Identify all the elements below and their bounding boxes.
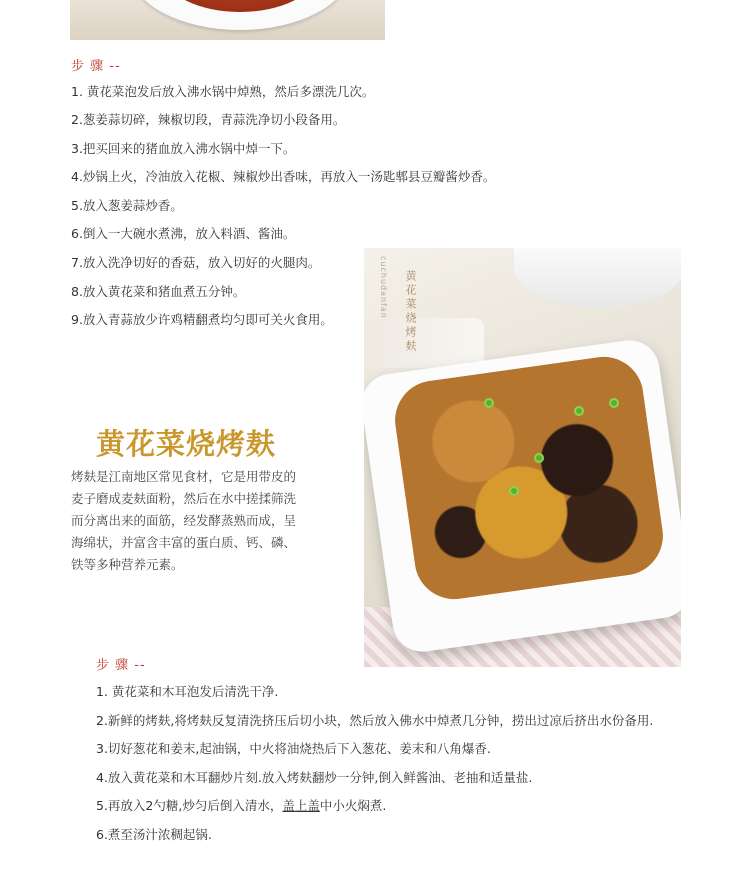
photo-watermark-title: 黄花菜烧烤麸 <box>404 270 417 354</box>
step-1-9: 9.放入青蒜放少许鸡精翻煮均匀即可关火食用。 <box>71 312 333 327</box>
photo-watermark-site: cuchudanfan <box>379 256 388 319</box>
step-2-4: 4.放入黄花菜和木耳翻炒片刻.放入烤麸翻炒一分钟,倒入鲜酱油、老抽和适量盐. <box>96 770 533 785</box>
step-1-1: 1. 黄花菜泡发后放入沸水锅中焯熟，然后多漂洗几次。 <box>71 84 375 99</box>
step-2-5-tail: 中小火焖煮. <box>319 798 387 813</box>
description-line: 麦子磨成麦麸面粉，然后在水中搓揉筛洗 <box>71 491 297 506</box>
recipe-description <box>71 466 321 576</box>
braised-wheat-gluten <box>390 352 668 605</box>
top-bowl-photo <box>70 0 385 40</box>
scallion-garnish <box>574 406 584 416</box>
scallion-garnish <box>534 453 544 463</box>
description-line: 海绵状，并富含丰富的蛋白质、钙、磷、 <box>71 535 297 550</box>
steps-heading-1: 步 骤 -- <box>71 59 121 74</box>
step-1-2: 2.葱姜蒜切碎，辣椒切段，青蒜洗净切小段备用。 <box>71 112 346 127</box>
step-1-5: 5.放入葱姜蒜炒香。 <box>71 198 183 213</box>
step-2-5-underlined: 盖上盖 <box>282 798 320 813</box>
steps-heading-2: 步 骤 -- <box>96 658 146 673</box>
step-2-2: 2.新鲜的烤麸,将烤麸反复清洗挤压后切小块，然后放入佛水中焯煮几分钟，捞出过凉后挤出水份备用. <box>96 713 654 728</box>
step-2-5-text: 5.再放入2勺糖,炒匀后倒入清水， <box>96 798 283 813</box>
description-line: 铁等多种营养元素。 <box>71 557 184 572</box>
scallion-garnish <box>509 486 519 496</box>
step-2-6: 6.煮至汤汁浓稠起锅. <box>96 827 212 842</box>
step-1-6: 6.倒入一大碗水煮沸，放入料酒、酱油。 <box>71 226 296 241</box>
description-line: 烤麸是江南地区常见食材，它是用带皮的 <box>71 469 297 484</box>
step-2-3: 3.切好葱花和姜末,起油锅，中火将油烧热后下入葱花、姜末和八角爆香. <box>96 741 491 756</box>
step-2-5 <box>96 798 386 814</box>
background-dish <box>364 318 484 368</box>
step-2-1: 1. 黄花菜和木耳泡发后清洗干净. <box>96 684 279 699</box>
scallion-garnish <box>609 398 619 408</box>
step-1-8: 8.放入黄花菜和猪血煮五分钟。 <box>71 284 246 299</box>
dish-photo <box>364 248 681 667</box>
step-1-7: 7.放入洗净切好的香菇，放入切好的火腿肉。 <box>71 255 321 270</box>
recipe-title: 黄花菜烧烤麸 <box>96 427 277 461</box>
description-line: 而分离出来的面筋，经发酵蒸熟而成，呈 <box>71 513 297 528</box>
step-1-4: 4.炒锅上火，冷油放入花椒、辣椒炒出香味，再放入一汤匙郫县豆瓣酱炒香。 <box>71 169 496 184</box>
scallion-garnish <box>484 398 494 408</box>
background-bowl <box>514 248 681 308</box>
step-1-3: 3.把买回来的猪血放入沸水锅中焯一下。 <box>71 141 296 156</box>
